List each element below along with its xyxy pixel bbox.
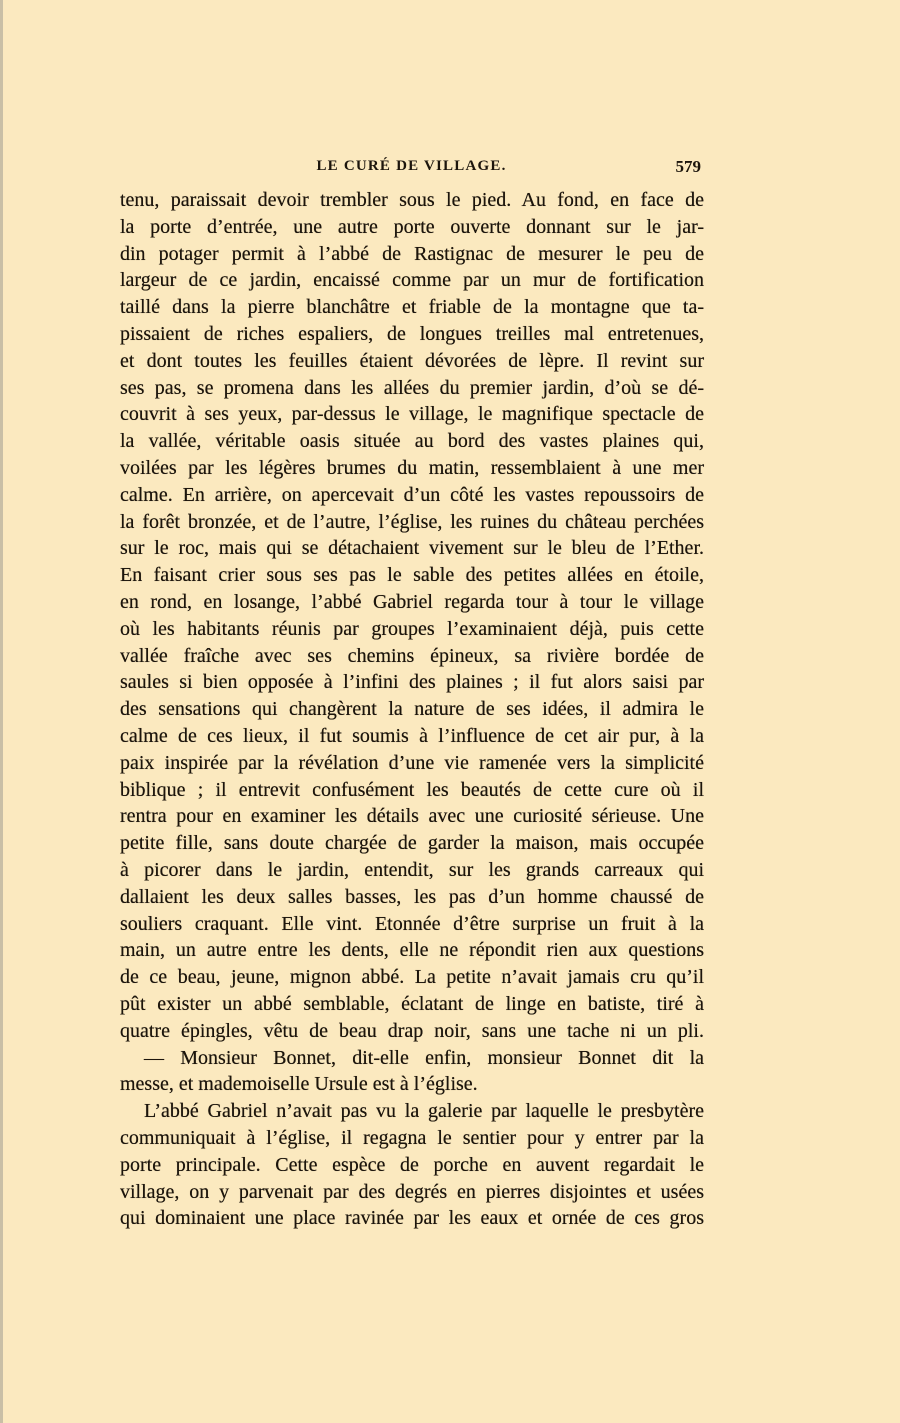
- text-line: largeur de ce jardin, encaissé comme par un mur de fortification: [120, 269, 704, 292]
- text-line: communiquait à l’église, il regagna le sentier pour y entrer par la: [120, 1127, 704, 1149]
- text-line: et dont toutes les feuilles étaient dévorées de lèpre. Il revint sur: [120, 349, 704, 372]
- text-line: messe, et mademoiselle Ursule est à l’église.: [120, 1073, 478, 1096]
- text-line: de ce beau, jeune, mignon abbé. La petite n’avait jamais cru qu’il: [120, 966, 704, 989]
- page-number: 579: [675, 157, 701, 176]
- text-line: à picorer dans le jardin, entendit, sur les grands carreaux qui: [120, 859, 704, 881]
- text-line: voilées par les légères brumes du matin, ressemblaient à une mer: [120, 457, 704, 479]
- text-line: En faisant crier sous ses pas le sable des petites allées en étoile,: [120, 564, 704, 587]
- text-line: biblique ; il entrevit confusément les beautés de cette cure où il: [120, 778, 704, 801]
- text-line: des sensations qui changèrent la nature de ses idées, il admira le: [120, 698, 704, 721]
- text-line: village, on y parvenait par des degrés en pierres disjointes et usées: [120, 1180, 704, 1203]
- text-line: en rond, en losange, l’abbé Gabriel regarda tour à tour le village: [120, 591, 704, 613]
- text-line: — Monsieur Bonnet, dit-elle enfin, monsieur Bonnet dit la: [144, 1046, 704, 1069]
- text-line: la vallée, véritable oasis située au bord des vastes plaines qui,: [120, 430, 704, 453]
- text-line: porte principale. Cette espèce de porche en auvent regardait le: [120, 1153, 704, 1176]
- text-line: calme. En arrière, on apercevait d’un côté les vastes repoussoirs de: [120, 483, 704, 506]
- text-line: calme de ces lieux, il fut soumis à l’influence de cet air pur, à la: [120, 725, 704, 747]
- running-head: [120, 158, 703, 180]
- text-line: taillé dans la pierre blanchâtre et friable de la montagne que ta-: [120, 296, 704, 319]
- text-line: souliers craquant. Elle vint. Etonnée d’être surprise un fruit à la: [120, 912, 704, 935]
- text-line: ses pas, se promena dans les allées du premier jardin, d’où se dé-: [120, 376, 704, 399]
- text-line: paix inspirée par la révélation d’une vie ramenée vers la simplicité: [120, 751, 704, 774]
- text-line: petite fille, sans doute chargée de garder la maison, mais occupée: [120, 832, 704, 855]
- text-line: vallée fraîche avec ses chemins épineux, sa rivière bordée de: [120, 644, 704, 667]
- text-line: la forêt bronzée, et de l’autre, l’église, les ruines du château perchées: [120, 510, 704, 533]
- text-line: où les habitants réunis par groupes l’examinaient déjà, puis cette: [120, 617, 704, 640]
- text-line: pût exister un abbé semblable, éclatant de linge en batiste, tiré à: [120, 993, 704, 1015]
- text-line: sur le roc, mais qui se détachaient vivement sur le bleu de l’Ether.: [120, 537, 704, 560]
- text-line: qui dominaient une place ravinée par les eaux et ornée de ces gros: [120, 1207, 704, 1230]
- text-line: tenu, paraissait devoir trembler sous le pied. Au fond, en face de: [120, 189, 704, 211]
- text-line: main, un autre entre les dents, elle ne répondit rien aux questions: [120, 939, 704, 962]
- text-line: L’abbé Gabriel n’avait pas vu la galerie par laquelle le presbytère: [144, 1100, 704, 1123]
- text-line: la porte d’entrée, une autre porte ouverte donnant sur le jar-: [120, 215, 704, 238]
- text-line: dallaient les deux salles basses, les pas d’un homme chaussé de: [120, 885, 704, 908]
- text-line: quatre épingles, vêtu de beau drap noir, sans une tache ni un pli.: [120, 1019, 704, 1042]
- running-head-title: LE CURÉ DE VILLAGE.: [316, 158, 507, 174]
- text-line: couvrit à ses yeux, par-dessus le village, le magnifique spectacle de: [120, 403, 704, 426]
- text-line: din potager permit à l’abbé de Rastignac de mesurer le peu de: [120, 242, 704, 265]
- text-line: saules si bien opposée à l’infini des plaines ; il fut alors saisi par: [120, 671, 704, 694]
- text-line: rentra pour en examiner les détails avec une curiosité sérieuse. Une: [120, 805, 704, 828]
- text-line: pissaient de riches espaliers, de longues treilles mal entretenues,: [120, 323, 704, 345]
- scan-edge: [0, 0, 3, 1423]
